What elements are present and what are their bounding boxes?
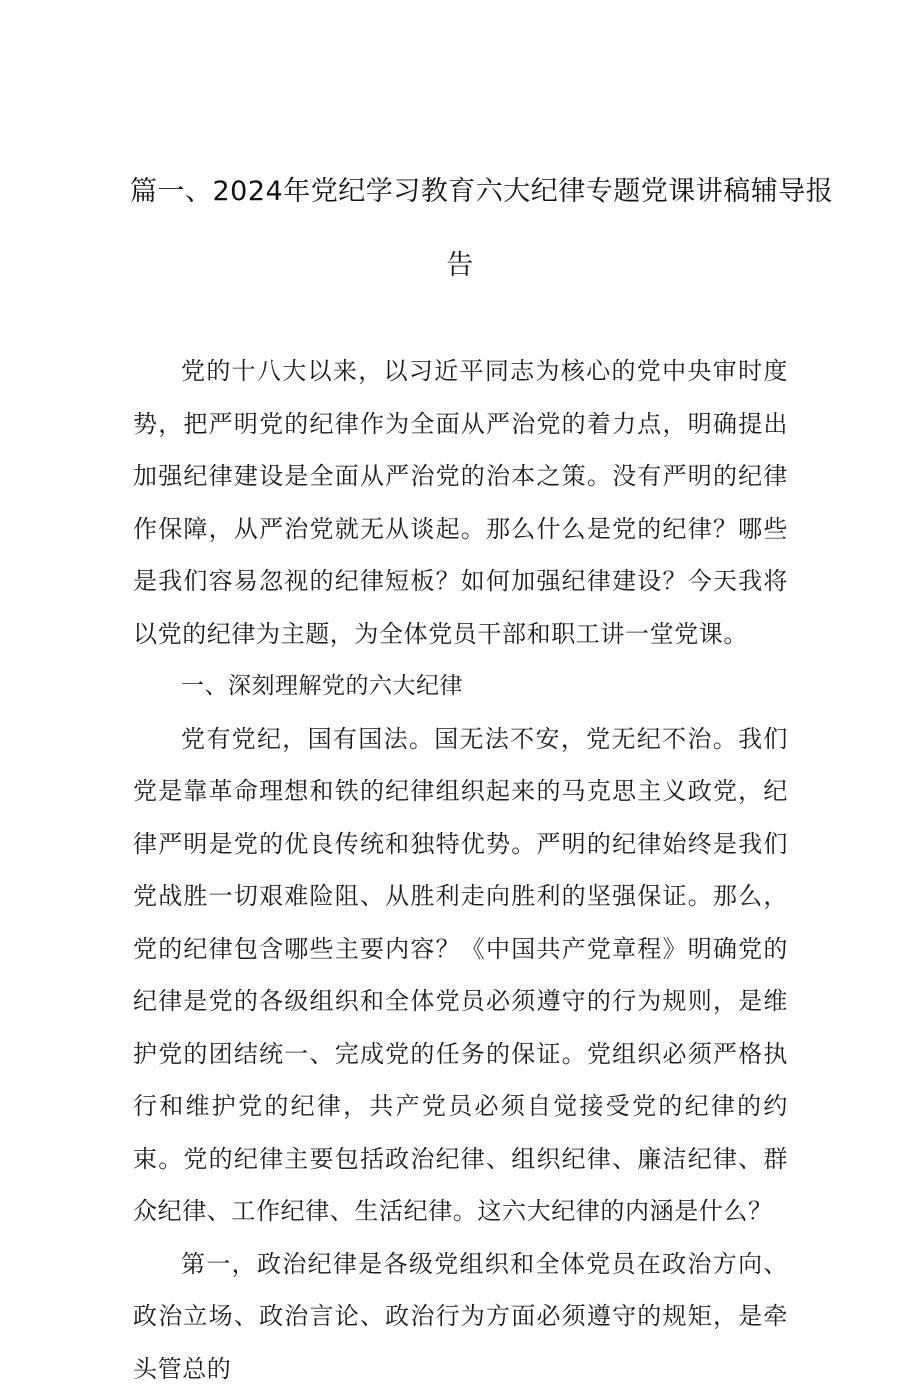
- document-title-line-2: 告: [130, 229, 790, 303]
- section-1-paragraph-2: 第一，政治纪律是各级党组织和全体党员在政治方向、政治立场、政治言论、政治行为方面必须遵守的规矩，是牵头管总的: [133, 1238, 788, 1395]
- section-heading-1: 一、深刻理解党的六大纪律: [133, 660, 788, 713]
- section-1-paragraph-1: 党有党纪，国有国法。国无法不安，党无纪不治。我们党是靠革命理想和铁的纪律组织起来的马克思主义政党，纪律严明是党的优良传统和独特优势。严明的纪律始终是我们党战胜一切艰难险阻、从胜利走向胜利的坚强保证。那么，党的纪律包含哪些主要内容？《中国共产党章程》明确党的纪律是党的各级组织和全体党员必须遵守的行为规则，是维护党的团结统一、完成党的任务的保证。党组织必须严格执行和维护党的纪律，共产党员必须自觉接受党的纪律的约束。党的纪律主要包括政治纪律、组织纪律、廉洁纪律、群众纪律、工作纪律、生活纪律。这六大纪律的内涵是什么？: [133, 713, 788, 1238]
- document-title-line-1: 篇一、2024年党纪学习教育六大纪律专题党课讲稿辅导报: [130, 155, 790, 229]
- intro-paragraph: 党的十八大以来，以习近平同志为核心的党中央审时度势，把严明党的纪律作为全面从严治党的着力点，明确提出加强纪律建设是全面从严治党的治本之策。没有严明的纪律作保障，从严治党就无从谈起。那么什么是党的纪律？哪些是我们容易忽视的纪律短板？如何加强纪律建设？今天我将以党的纪律为主题，为全体党员干部和职工讲一堂党课。: [133, 345, 788, 660]
- document-title: [130, 155, 790, 303]
- document-body: [133, 345, 788, 1395]
